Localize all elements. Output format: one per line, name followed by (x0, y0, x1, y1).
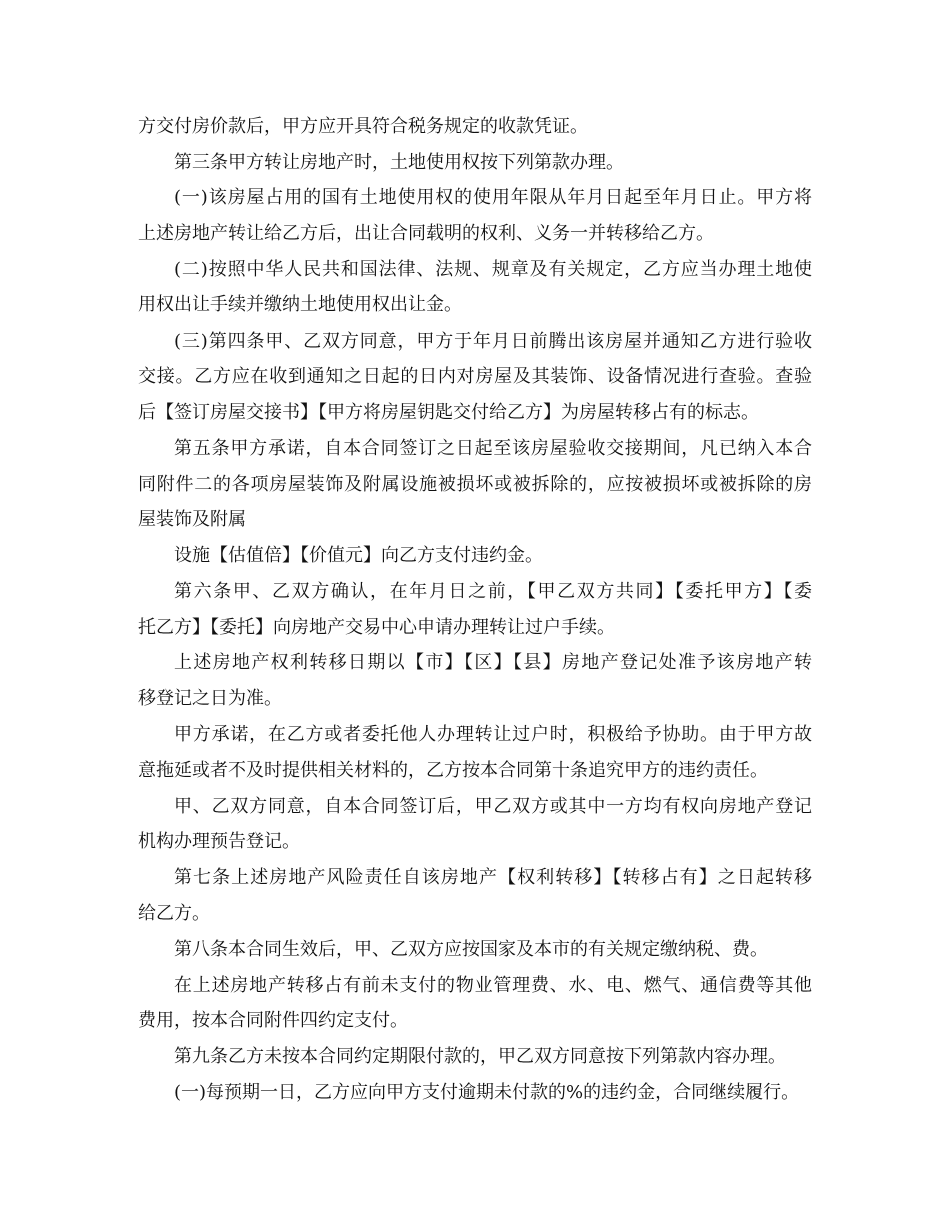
text-line: 机构办理预告登记。 (138, 831, 300, 852)
text-line: 意拖延或者不及时提供相关材料的，乙方按本合同第十条追究甲方的违约责任。 (138, 760, 768, 781)
text-line: 设施【估值倍】【价值元】向乙方支付违约金。 (174, 545, 543, 566)
text-line: 第九条乙方未按本合同约定期限付款的，甲乙双方同意按下列第款内容办理。 (174, 1046, 786, 1067)
text-line: (一)每预期一日，乙方应向甲方支付逾期未付款的%的违约金，合同继续履行。 (174, 1082, 800, 1103)
text-line: (三)第四条甲、乙双方同意，甲方于年月日前腾出该房屋并通知乙方进行验收 (174, 331, 812, 352)
text-line: 上述房地产权利转移日期以【市】【区】【县】房地产登记处准予该房地产转 (174, 652, 812, 673)
text-line: 甲、乙双方同意，自本合同签订后，甲乙双方或其中一方均有权向房地产登记 (174, 796, 812, 817)
text-line: 同附件二的各项房屋装饰及附属设施被损坏或被拆除的，应按被损坏或被拆除的房 (138, 474, 812, 495)
text-line: 交接。乙方应在收到通知之日起的日内对房屋及其装饰、设备情况进行查验。查验 (138, 366, 812, 387)
text-line: 费用，按本合同附件四约定支付。 (138, 1010, 408, 1031)
text-line: 移登记之日为准。 (138, 688, 282, 709)
text-line: 上述房地产转让给乙方后，出让合同载明的权利、义务一并转移给乙方。 (138, 223, 714, 244)
text-line: 第八条本合同生效后，甲、乙双方应按国家及本市的有关规定缴纳税、费。 (174, 939, 768, 960)
text-line: 在上述房地产转移占有前未支付的物业管理费、水、电、燃气、通信费等其他 (174, 975, 812, 996)
text-line: 给乙方。 (138, 903, 210, 924)
text-line: 后【签订房屋交接书】【甲方将房屋钥匙交付给乙方】为房屋转移占有的标志。 (138, 402, 759, 423)
text-line: 方交付房价款后，甲方应开具符合税务规定的收款凭证。 (138, 116, 588, 137)
text-line: 第三条甲方转让房地产时，土地使用权按下列第款办理。 (174, 152, 624, 173)
text-line: 甲方承诺，在乙方或者委托他人办理转让过户时，积极给予协助。由于甲方故 (174, 724, 812, 745)
text-line: 第六条甲、乙双方确认，在年月日之前，【甲乙双方共同】【委托甲方】【委 (174, 581, 812, 602)
text-line: 用权出让手续并缴纳土地使用权出让金。 (138, 294, 462, 315)
text-line: 第五条甲方承诺，自本合同签订之日起至该房屋验收交接期间，凡已纳入本合 (174, 438, 812, 459)
text-line: 屋装饰及附属 (138, 509, 246, 530)
text-line: (一)该房屋占用的国有土地使用权的使用年限从年月日起至年月日止。甲方将 (174, 187, 812, 208)
text-line: (二)按照中华人民共和国法律、法规、规章及有关规定，乙方应当办理土地使 (174, 259, 812, 280)
text-line: 第七条上述房地产风险责任自该房地产【权利转移】【转移占有】之日起转移 (174, 867, 812, 888)
text-line: 托乙方】【委托】向房地产交易中心申请办理转让过户手续。 (138, 617, 615, 638)
